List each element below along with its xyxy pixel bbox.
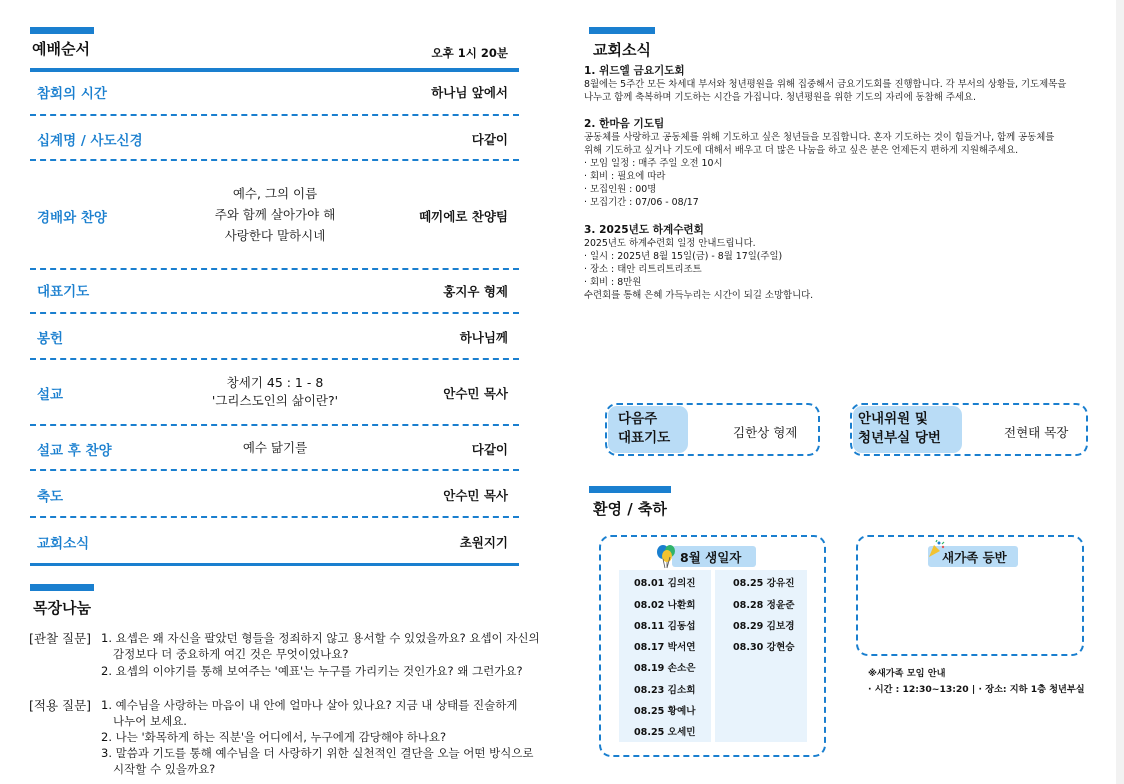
row-label: 설교 후 찬양: [37, 443, 112, 459]
news-line: 2025년도 하계수련회 일정 안내드립니다.: [584, 238, 756, 249]
row-label: 참회의 시간: [37, 86, 107, 102]
newfamily-note: ※새가족 모임 안내: [868, 668, 946, 679]
sermon-scripture: 창세기 45 : 1 - 8: [226, 375, 324, 390]
apply-tag: [적용 질문]: [29, 698, 92, 713]
news-heading: 3. 2025년도 하계수련회: [584, 224, 704, 236]
divider: [30, 469, 519, 471]
news-line: 수련회를 통해 은혜 가득누리는 시간이 되길 소망합니다.: [584, 290, 814, 301]
row-right: 떼끼에로 찬양팀: [419, 209, 508, 224]
apply-q3: 3. 말씀과 기도를 통해 예수님을 더 사랑하기 위한 실천적인 결단을 오늘 어떤 방식으로: [101, 746, 534, 760]
divider: [30, 159, 519, 161]
newfamily-info: · 시간 : 12:30~13:20 | · 장소: 지하 1층 청년부실: [868, 684, 1085, 695]
birthday-entry: 08.28 정윤준: [733, 600, 795, 611]
page-edge: [1116, 0, 1124, 784]
birthday-entry: 08.02 나환희: [634, 600, 696, 611]
row-right: 다같이: [471, 132, 508, 147]
song-line: 예수, 그의 이름: [232, 186, 318, 201]
song-line: 주와 함께 살아가야 해: [214, 207, 336, 222]
row-right: 하나님께: [459, 330, 508, 345]
worship-bottom-rule: [30, 563, 519, 566]
news-item: [584, 117, 1104, 209]
birthday-entry: 08.25 강유진: [733, 578, 795, 589]
birthday-entry: 08.25 황예나: [634, 706, 696, 717]
worship-title: 예배순서: [32, 40, 90, 58]
news-line: 8월에는 5주간 모든 차세대 부서와 청년평원을 위해 집중해서 금요기도회를 진행합니다. 각 부서의 상황들, 기도제목을: [584, 79, 1067, 90]
news-line: 공동체를 사랑하고 공동체를 위해 기도하고 싶은 청년들을 모집합니다. 혼자 기도하는 것이 힘들거나, 함께 공동체를: [584, 132, 1055, 143]
sermon-title: '그리스도인의 삶이란?': [211, 393, 339, 408]
next-prayer-name: 김한상 형제: [733, 425, 798, 440]
news-heading: 2. 한마음 기도팀: [584, 118, 665, 130]
row-label: 설교: [37, 387, 64, 403]
news-line: 나누고 함께 축복하며 기도하는 시간을 가집니다. 청년평원을 위한 기도의 자리에 동참해 주세요.: [584, 92, 976, 103]
apply-q3-cont: 시작할 수 있을까요?: [113, 762, 216, 776]
row-right: 초원지기: [459, 535, 508, 550]
birthday-entry: 08.17 박서연: [634, 642, 696, 653]
row-right: 안수민 목사: [443, 386, 508, 401]
row-right: 하나님 앞에서: [431, 85, 508, 100]
birthday-entry: 08.25 오세민: [634, 727, 696, 738]
row-label: 봉헌: [37, 331, 64, 347]
birthday-title: 8월 생일자: [680, 550, 742, 565]
row-label: 대표기도: [37, 284, 90, 300]
row-label: 경배와 찬양: [37, 210, 107, 226]
divider: [30, 358, 519, 360]
row-center: [180, 374, 370, 410]
row-right: 다같이: [471, 442, 508, 457]
birthday-entry: 08.29 김보경: [733, 621, 795, 632]
usher-name: 전현태 목장: [1004, 425, 1069, 440]
welcome-tab-bar: [589, 486, 671, 493]
news-line: · 회비 : 필요에 따라: [584, 171, 666, 182]
balloon-icon: [655, 543, 679, 569]
song-line: 예수 닮기를: [242, 440, 308, 455]
news-line: · 장소 : 태안 리트리트리조트: [584, 264, 702, 275]
welcome-title: 환영 / 축하: [593, 500, 667, 518]
observe-q2: 2. 요셉의 이야기를 통해 보여주는 '예표'는 누구를 가리키는 것인가요? 왜 그런가요?: [101, 664, 523, 678]
observe-q1-cont: 감정보다 더 중요하게 여긴 것은 무엇이었나요?: [113, 647, 349, 661]
next-prayer-title: 다음주 대표기도: [618, 411, 671, 446]
news-line: · 모집인원 : 00명: [584, 184, 657, 195]
row-right: 홍지우 형제: [443, 284, 508, 299]
birthday-entry: 08.01 김의진: [634, 578, 696, 589]
row-center: [180, 437, 370, 458]
birthday-entry: 08.23 김소희: [634, 685, 696, 696]
news-line: 위해 기도하고 싶거나 기도에 대해서 배우고 더 많은 나눔을 하고 싶은 분은 언제든지 편하게 지원해주세요.: [584, 145, 1019, 156]
cell-title: 목장나눔: [33, 599, 91, 617]
divider: [30, 312, 519, 314]
worship-tab-bar: [30, 27, 94, 34]
cell-tab-bar: [30, 584, 94, 591]
row-center: [180, 183, 370, 246]
divider: [30, 424, 519, 426]
news-heading: 1. 위드엘 금요기도회: [584, 65, 685, 77]
row-label: 축도: [37, 489, 64, 505]
news-item: [584, 223, 1104, 302]
usher-title: 안내위원 및 청년부실 당번: [858, 411, 941, 446]
apply-q2: 2. 나는 '화목하게 하는 직분'을 어디에서, 누구에게 감당해야 하나요?: [101, 730, 447, 744]
row-label: 십계명 / 사도신경: [37, 133, 143, 149]
news-title: 교회소식: [593, 41, 651, 59]
news-line: · 모집기간 : 07/06 - 08/17: [584, 197, 699, 208]
birthday-panel-right: [715, 570, 807, 742]
worship-time: 오후 1시 20분: [431, 46, 508, 60]
divider: [30, 114, 519, 116]
news-line: · 모임 일정 : 매주 주일 오전 10시: [584, 158, 723, 169]
news-tab-bar: [589, 27, 655, 34]
news-line: · 일시 : 2025년 8월 15일(금) - 8월 17일(주일): [584, 251, 783, 262]
divider: [30, 268, 519, 270]
birthday-entry: 08.11 김동섭: [634, 621, 696, 632]
song-line: 사랑한다 말하시네: [224, 228, 326, 243]
observe-q1: 1. 요셉은 왜 자신을 팔았던 형들을 정죄하지 않고 용서할 수 있었을까요? 요셉이 자신의: [101, 631, 540, 645]
apply-q1-cont: 나누어 보세요.: [113, 714, 187, 728]
apply-q1: 1. 예수님을 사랑하는 마음이 내 안에 얼마나 살아 있나요? 지금 내 상태를 진술하게: [101, 698, 518, 712]
divider: [30, 516, 519, 518]
birthday-entry: 08.30 강현승: [733, 642, 795, 653]
birthday-entry: 08.19 손소은: [634, 663, 696, 674]
news-item: [584, 64, 1104, 104]
worship-top-rule: [30, 68, 519, 72]
row-label: 교회소식: [37, 536, 90, 552]
observe-tag: [관찰 질문]: [29, 631, 92, 646]
row-right: 안수민 목사: [443, 488, 508, 503]
news-line: · 회비 : 8만원: [584, 277, 642, 288]
newfamily-title: 새가족 등반: [942, 550, 1007, 565]
